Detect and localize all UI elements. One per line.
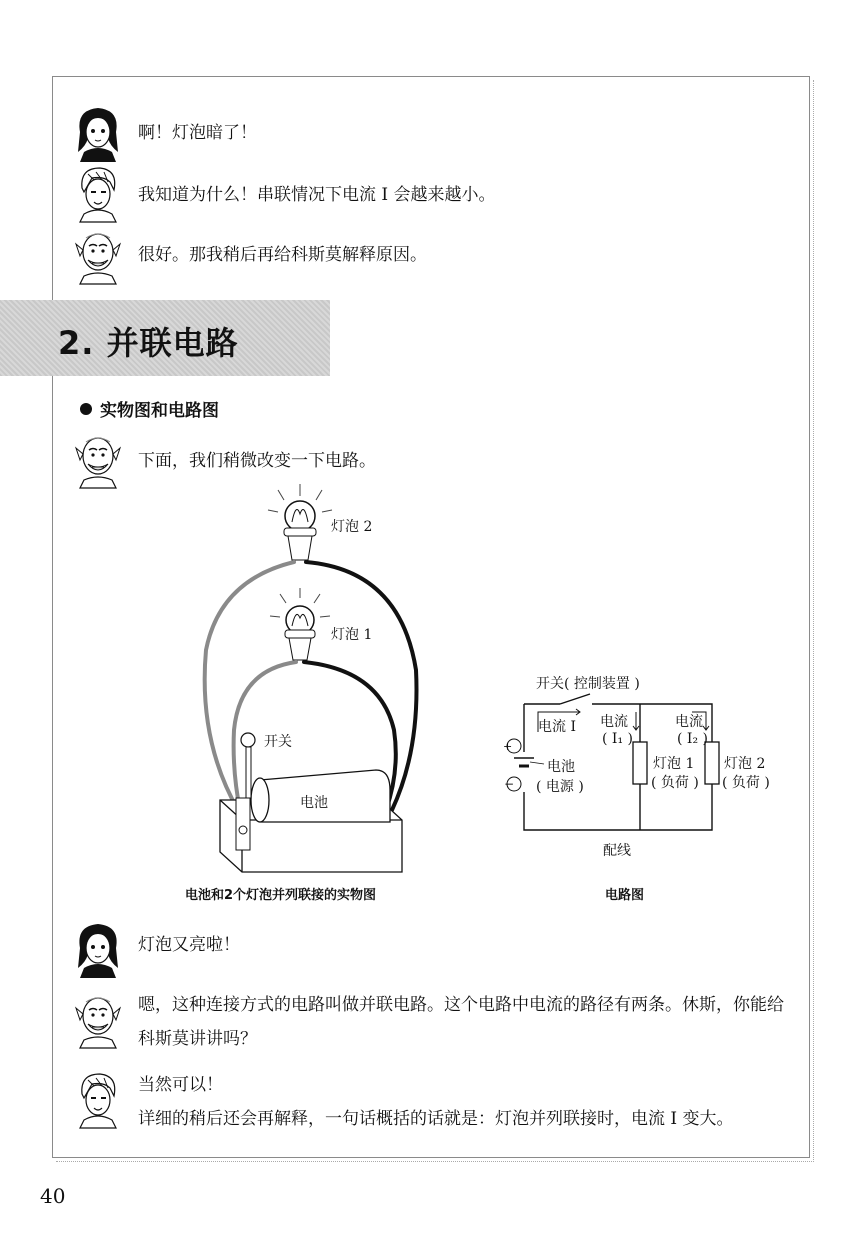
current-main-label: 电流 I — [538, 719, 576, 735]
subsection-title: 实物图和电路图 — [100, 401, 219, 421]
load-2-label: 灯泡 2 — [724, 756, 766, 772]
elder-avatar-icon — [70, 988, 126, 1050]
plus-sign: + — [503, 740, 513, 753]
current-1-label: 电流 — [600, 714, 628, 730]
circuit-battery-sub: ( 电源 ) — [536, 779, 584, 795]
page-number: 40 — [40, 1184, 66, 1208]
elder-avatar-icon — [70, 224, 126, 286]
girl-avatar-icon — [70, 918, 126, 980]
battery-label: 电池 — [300, 795, 328, 811]
bullet-icon — [80, 403, 92, 415]
dialog-text: 嗯，这种连接方式的电路叫做并联电路。这个电路中电流的路径有两条。休斯，你能给科斯莫讲讲吗？ — [138, 995, 784, 1049]
physical-diagram — [180, 470, 440, 880]
physical-diagram-caption: 电池和2个灯泡并列联接的实物图 — [185, 888, 377, 903]
dialog-text-line-2: 详细的稍后还会再解释，一句话概括的话就是：灯泡并列联接时，电流 I 变大。 — [138, 1109, 734, 1129]
dialog-text: 我知道为什么！串联情况下电流 I 会越来越小。 — [138, 185, 496, 205]
current-2-label: 电流 — [675, 714, 703, 730]
bulb-1 — [285, 606, 315, 660]
minus-sign: − — [504, 777, 515, 791]
dialog-text: 很好。那我稍后再给科斯莫解释原因。 — [138, 245, 427, 265]
dialog-text: 啊！灯泡暗了！ — [138, 123, 257, 143]
girl-avatar-icon — [70, 102, 126, 164]
load-1-sub: ( 负荷 ) — [651, 775, 699, 791]
switch-label: 开关 — [264, 734, 292, 750]
load-2-sub: ( 负荷 ) — [722, 775, 770, 791]
dialog-text: 下面，我们稍微改变一下电路。 — [138, 451, 376, 471]
current-2-symbol: ( I₂ ) — [677, 731, 708, 747]
load-1-resistor — [633, 742, 647, 784]
current-1-symbol: ( I₁ ) — [602, 731, 633, 747]
boy-avatar-icon — [70, 1068, 126, 1130]
load-2-resistor — [705, 742, 719, 784]
section-title: 2. 并联电路 — [58, 324, 239, 362]
circuit-diagram-caption: 电路图 — [605, 888, 645, 903]
elder-avatar-icon — [70, 428, 126, 490]
circuit-battery-label: 电池 — [547, 759, 575, 775]
wiring-label: 配线 — [603, 843, 631, 859]
bulb-2-label: 灯泡 2 — [331, 519, 373, 535]
bulb-1-label: 灯泡 1 — [331, 627, 373, 643]
circuit-switch-label: 开关( 控制装置 ) — [536, 676, 640, 692]
dialog-text: 灯泡又亮啦！ — [138, 935, 240, 955]
load-1-label: 灯泡 1 — [653, 756, 695, 772]
subsection-heading — [80, 396, 219, 421]
bulb-2 — [284, 501, 316, 560]
boy-avatar-icon — [70, 162, 126, 224]
dialog-text-line-1: 当然可以！ — [138, 1075, 223, 1095]
